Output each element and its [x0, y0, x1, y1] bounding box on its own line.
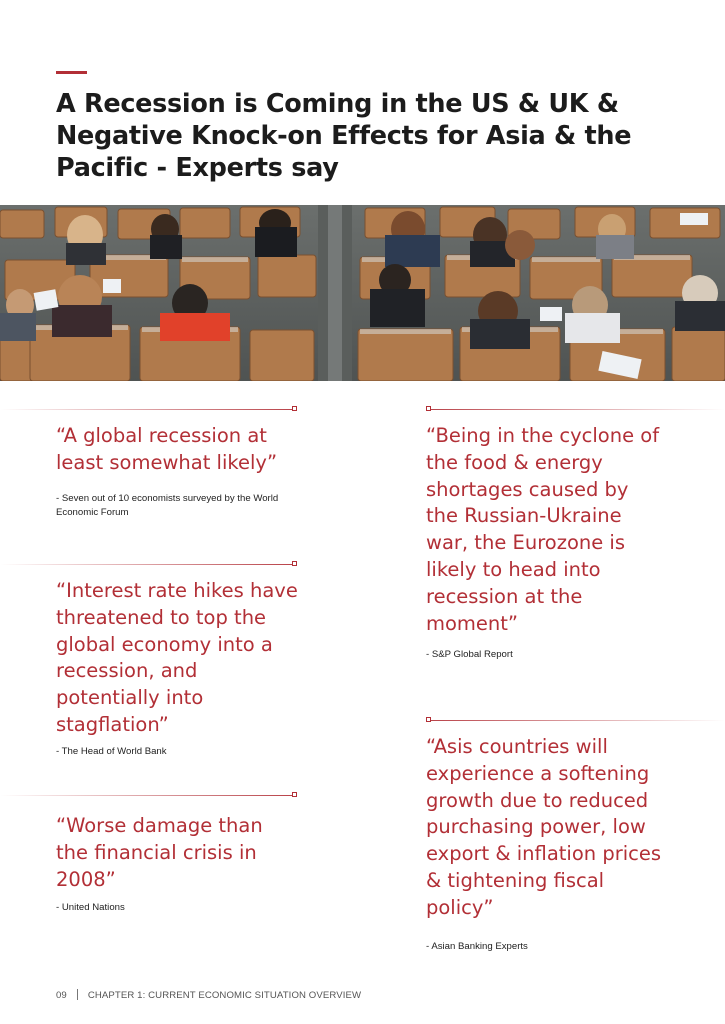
quote-divider: [0, 795, 292, 796]
page-number: 09: [56, 990, 67, 1001]
quote-source: - S&P Global Report: [426, 649, 513, 660]
quote-divider: [0, 564, 292, 565]
title-accent-bar: [56, 71, 87, 74]
quote-divider: [0, 409, 292, 410]
divider-node-icon: [292, 792, 297, 797]
audience-seated-in-lecture-hall-icon: [0, 205, 725, 381]
page-footer: [56, 989, 361, 1001]
quote-text: “A global recession at least somewhat likely”: [56, 424, 278, 474]
quote-source: - Seven out of 10 economists surveyed by the World Economic Forum: [56, 493, 279, 518]
page-title: A Recession is Coming in the US & UK & Negative Knock-on Effects for Asia & the Pacific - Experts say: [56, 89, 632, 183]
divider-node-icon: [292, 406, 297, 411]
quote-source: - The Head of World Bank: [56, 746, 167, 757]
divider-node-icon: [292, 561, 297, 566]
quote-text: “Interest rate hikes have threatened to top the global economy into a recession, and potentially into stagflation”: [56, 579, 298, 736]
quote-divider: [431, 409, 725, 410]
chapter-label: CHAPTER 1: CURRENT ECONOMIC SITUATION OVERVIEW: [87, 990, 362, 1001]
footer-separator: [77, 989, 78, 1000]
quote-divider: [431, 720, 725, 721]
quote-source: - Asian Banking Experts: [426, 941, 528, 952]
quote-text: “Being in the cyclone of the food & energy shortages caused by the Russian-Ukraine war, the Eurozone is likely to head into recession at the moment”: [426, 424, 660, 635]
quote-text: “Asis countries will experience a softening growth due to reduced purchasing power, low export & inflation prices & tightening fiscal policy”: [426, 735, 662, 919]
conference-audience-photo: [0, 205, 725, 381]
quote-text: “Worse damage than the financial crisis in 2008”: [56, 814, 263, 891]
quote-source: - United Nations: [56, 902, 125, 913]
